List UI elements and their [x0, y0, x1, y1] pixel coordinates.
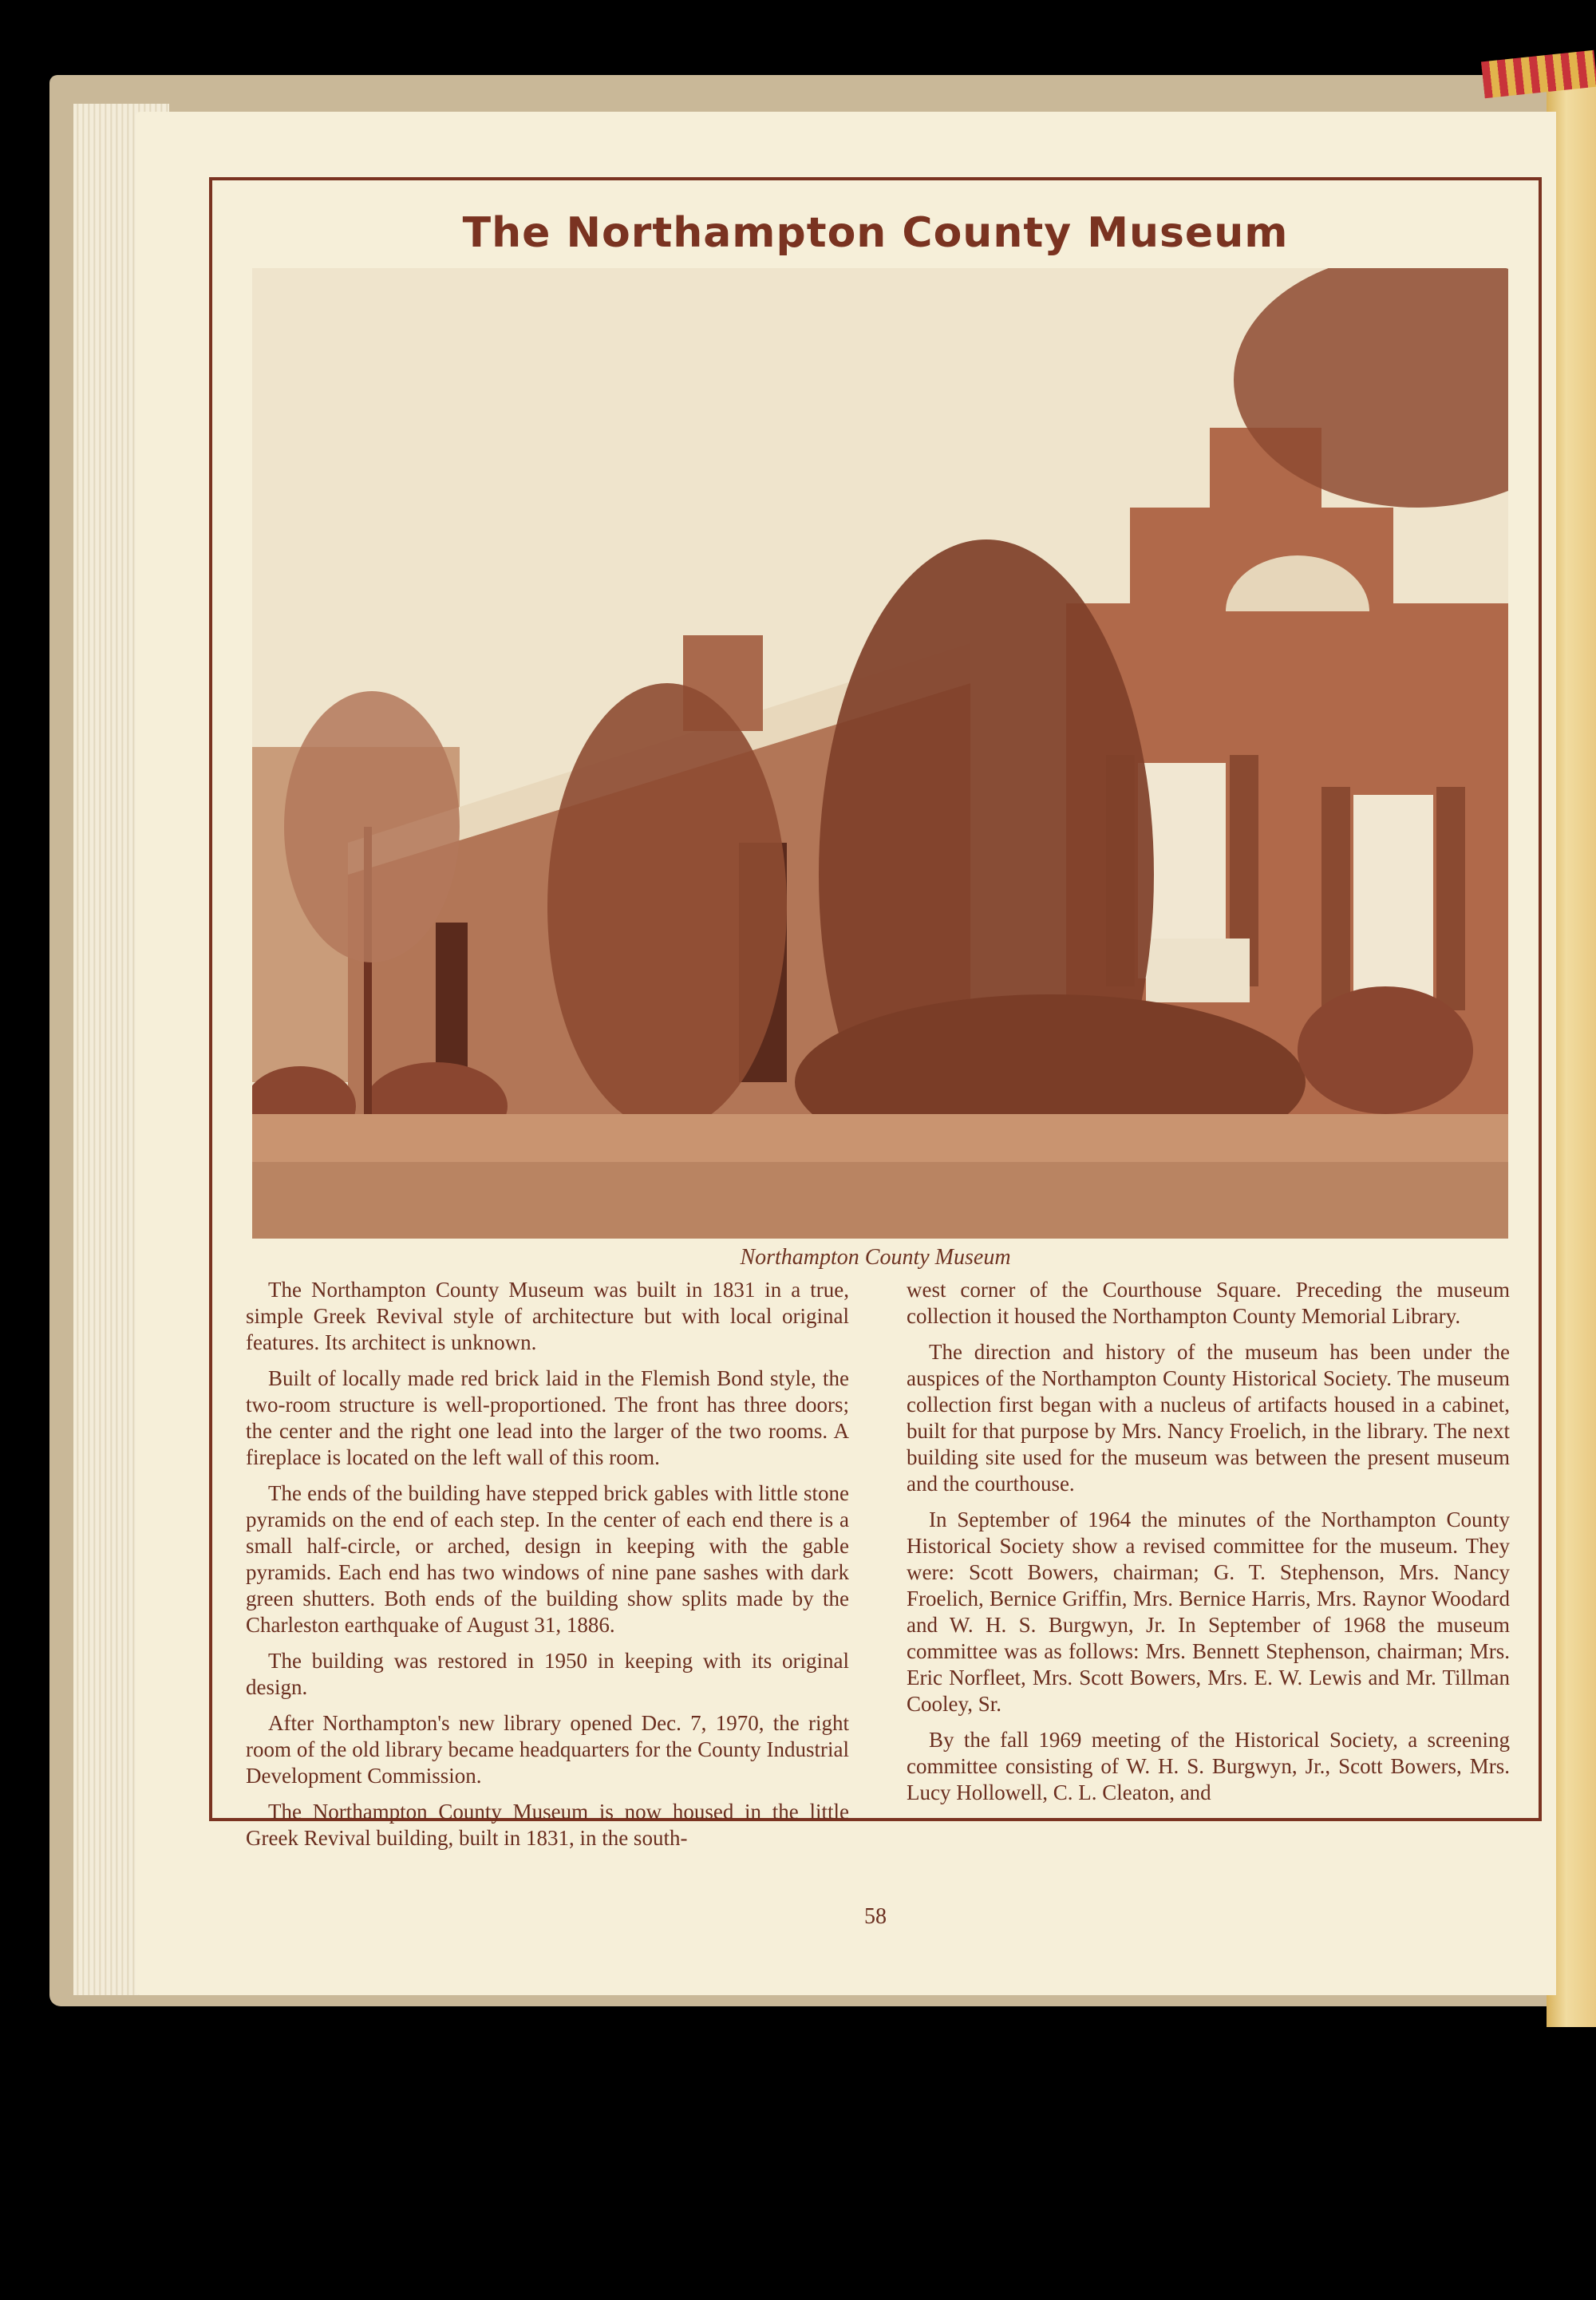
paragraph: After Northampton's new library opened Dec. 7, 1970, the right room of the old library became headquarters for the County Industrial Development Commission. [246, 1711, 849, 1788]
right-column [907, 1277, 1510, 1816]
article-title: The Northampton County Museum [462, 209, 1289, 257]
paragraph: In September of 1964 the minutes of the Northampton County Historical Society show a revised committee for the museum. They were: Scott Bowers, chairman; G. T. Stephenson, Mrs. Nancy Froelich, Bernice Griffin, Mrs. Bernice Harris, Mrs. Raynor Woodard and W. H. S. Burgwyn, Jr. In September of 1968 the museum committee was as follows: Mrs. Bennett Stephenson, chairman; Mrs. Eric Norfleet, Mrs. Scott Bowers, Mrs. E. W. Lewis and Mr. Tillman Cooley, Sr. [907, 1508, 1510, 1716]
paragraph: By the fall 1969 meeting of the Historical Society, a screening committee consisting of W. H. S. Burgwyn, Jr., Scott Bowers, Mrs. Lucy Hollowell, C. L. Cleaton, and [907, 1728, 1510, 1804]
paragraph: Built of locally made red brick laid in the Flemish Bond style, the two-room structure is well-proportioned. The front has three doors; the center and the right one lead into the larger of the two rooms. A fireplace is located on the left wall of this room. [246, 1366, 849, 1469]
left-column [246, 1277, 849, 1861]
photo-caption: Northampton County Museum [740, 1245, 1011, 1270]
paragraph: The Northampton County Museum is now housed in the little Greek Revival building, built in 1831, in the south- [246, 1800, 849, 1850]
paragraph: The ends of the building have stepped brick gables with little stone pyramids on the end of each step. In the center of each end there is a small half-circle, or arched, design in keeping with the gable pyramids. Each end has two windows of nine pane sashes with dark green shutters. Both ends of the building show splits made by the Charleston earthquake of August 31, 1886. [246, 1481, 849, 1637]
paragraph: The Northampton County Museum was built in 1831 in a true, simple Greek Revival style of architecture but with local original features. Its architect is unknown. [246, 1278, 849, 1354]
paragraph: The direction and history of the museum has been under the auspices of the Northampton County Historical Society. The museum collection first began with a nucleus of artifacts housed in a cabinet, built for that purpose by Mrs. Nancy Froelich, in the library. The next building site used for the museum was between the present museum and the courthouse. [907, 1340, 1510, 1496]
paragraph: west corner of the Courthouse Square. Preceding the museum collection it housed the Northampton County Memorial Library. [907, 1278, 1510, 1328]
page-number: 58 [864, 1904, 887, 1929]
paragraph: The building was restored in 1950 in keeping with its original design. [246, 1649, 849, 1699]
museum-photograph [252, 268, 1508, 1239]
